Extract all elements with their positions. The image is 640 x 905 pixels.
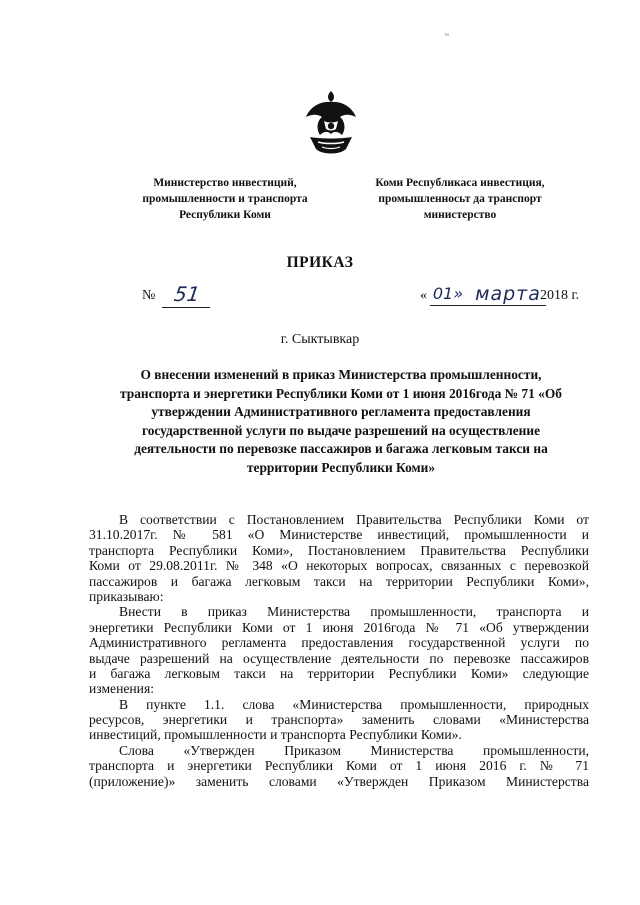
body-line: Слова «Утвержден Приказом Министерства промышленности, [119,742,589,758]
order-body [89,512,589,789]
date-year: 2018 г. [540,288,580,303]
date-day-handwritten: 01» [432,284,464,303]
body-line: приказываю: [89,588,164,604]
subject-line: О внесении изменений в приказ Министерства промышленности, [140,367,542,382]
number-underline [162,307,210,308]
body-line: (приложение)» заменить словами «Утвержден Приказом Министерства [89,773,589,789]
subject-line: утверждении Административного регламента предоставления [151,404,531,420]
body-line: транспорта и энергетики Республики Коми от 1 июня 2016 г. № 71 [89,758,589,774]
body-line: пассажиров и багажа легковым такси на территории Республики Коми», [89,573,589,589]
date-open-quote: « [420,288,427,303]
subject-line: транспорта и энергетики Республики Коми от 1 июня 2016года № 71 «Об [120,385,562,401]
header-line: Республики Коми [179,209,271,221]
city: г. Сыктывкар [280,332,360,347]
subject-line: территории Республики Коми» [246,459,436,475]
body-line: 31.10.2017г. № 581 «О Министерстве инвестиций, промышленности и [89,527,589,543]
number-sign: № [142,288,156,303]
subject-line: государственной услуги по выдаче разрешений на осуществление [141,422,541,438]
body-line: транспорта Республики Коми», Постановлением Правительства Республики [89,542,589,558]
ministry-header-komi [345,175,575,223]
order-number-date-line [0,282,640,312]
document-title: ПРИКАЗ [286,254,354,271]
ministry-header-russian [110,175,340,223]
header-line: Коми Республикаса инвестиция, [375,177,545,189]
order-subject [105,366,577,478]
body-line: инвестиций, промышленности и транспорта Республики Коми». [89,727,462,743]
subject-line: деятельности по перевозке пассажиров и багажа легковым такси на [134,441,548,457]
body-line: изменения: [89,681,154,697]
body-line: Внести в приказ Министерства промышленности, транспорта и [119,604,589,620]
body-line: энергетики Республики Коми от 1 июня 2016года № 71 «Об утверждении [89,619,589,635]
body-line: Административного регламента предоставления государственной услуги по [89,635,589,651]
header-line: министерство [423,209,497,221]
header-line: промышленносьт да транспорт [378,193,542,205]
komi-coat-of-arms-icon [300,87,362,159]
body-line: выдаче разрешений на осуществление деятельности по перевозке пассажиров [89,650,589,666]
body-line: и багажа легковым такси на территории Республики Коми» следующие [89,665,589,681]
body-line: ресурсов, энергетики и транспорта» заменить словами «Министерства [89,712,589,728]
body-line: В соответствии с Постановлением Правительства Республики Коми от [119,512,589,527]
header-line: промышленности и транспорта [142,193,308,205]
order-number-handwritten: 51 [172,282,202,306]
body-line: В пункте 1.1. слова «Министерства промышленности, природных [119,696,589,712]
body-line: Коми от 29.08.2011г. № 348 «О некоторых вопросах, связанных с перевозкой [89,558,589,574]
scan-mark: ™ [444,34,449,39]
date-month-handwritten: марта [475,283,541,305]
date-underline [430,305,546,306]
header-line: Министерство инвестиций, [153,177,297,189]
